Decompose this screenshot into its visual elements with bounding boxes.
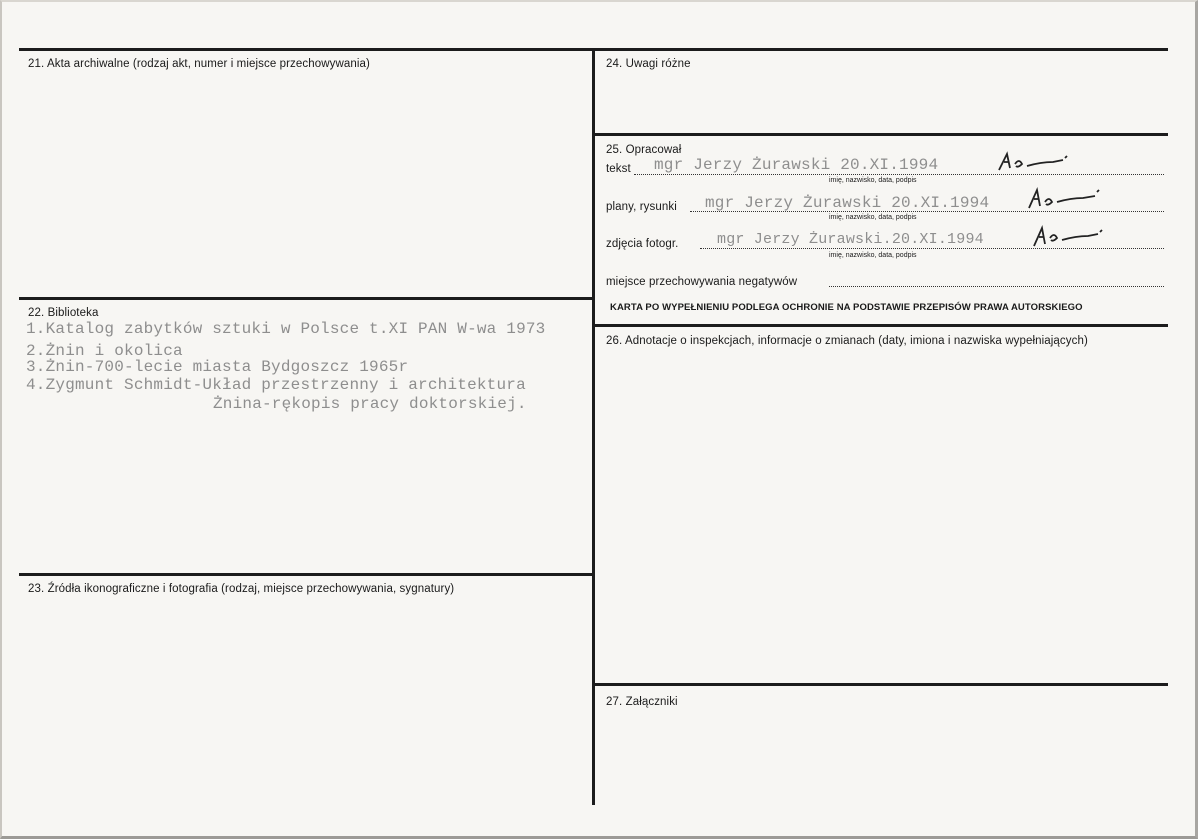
rule-top-left (19, 48, 595, 51)
rule-25 (595, 133, 1168, 136)
biblioteka-line-4: 4.Zygmunt Schmidt-Układ przestrzenny i architektura (26, 376, 526, 394)
tekst-label: tekst (606, 163, 631, 175)
section-27-label: 27. Załączniki (606, 696, 678, 708)
rule-27 (595, 683, 1168, 686)
signature-plany (1025, 186, 1120, 214)
rule-22 (19, 297, 595, 300)
rule-23 (19, 573, 595, 576)
rule-top-right (595, 48, 1168, 51)
tekst-value: mgr Jerzy Żurawski 20.XI.1994 (654, 156, 939, 174)
section-21-label: 21. Akta archiwalne (rodzaj akt, numer i miejsce przechowywania) (28, 58, 370, 70)
section-24-label: 24. Uwagi różne (606, 58, 691, 70)
signature-tekst (995, 150, 1090, 178)
biblioteka-line-2: 2.Żnin i okolica (26, 342, 183, 360)
biblioteka-line-3: 3.Żnin-700-lecie miasta Bydgoszcz 1965r (26, 358, 409, 376)
biblioteka-line-1: 1.Katalog zabytków sztuki w Polsce t.XI PAN W-wa 1973 (26, 320, 546, 338)
section-22-label: 22. Biblioteka (28, 307, 99, 319)
section-23-label: 23. Źródła ikonograficzne i fotografia (rodzaj, miejsce przechowywania, sygnatury) (28, 583, 455, 595)
plany-value: mgr Jerzy Żurawski 20.XI.1994 (705, 194, 990, 212)
section-26-label: 26. Adnotacje o inspekcjach, informacje o zmianach (daty, imiona i nazwiska wypełniających) (606, 335, 1088, 347)
section-25-label: 25. Opracował (606, 144, 682, 156)
plany-caption: imię, nazwisko, data, podpis (829, 214, 917, 221)
biblioteka-line-5: Żnina-rękopis pracy doktorskiej. (213, 395, 527, 413)
rule-26 (595, 324, 1168, 327)
zdjecia-caption: imię, nazwisko, data, podpis (829, 252, 917, 259)
zdjecia-value: mgr Jerzy Żurawski.20.XI.1994 (717, 231, 984, 248)
negatywy-dotted-line (829, 286, 1164, 287)
negatywy-label: miejsce przechowywania negatywów (606, 276, 798, 288)
zdjecia-label: zdjęcia fotogr. (606, 238, 679, 250)
signature-zdjecia (1030, 224, 1110, 252)
tekst-caption: imię, nazwisko, data, podpis (829, 177, 917, 184)
copyright-note: KARTA PO WYPEŁNIENIU PODLEGA OCHRONIE NA PODSTAWIE PRZEPISÓW PRAWA AUTORSKIEGO (610, 302, 1083, 313)
plany-label: plany, rysunki (606, 201, 677, 213)
column-divider (592, 48, 595, 805)
